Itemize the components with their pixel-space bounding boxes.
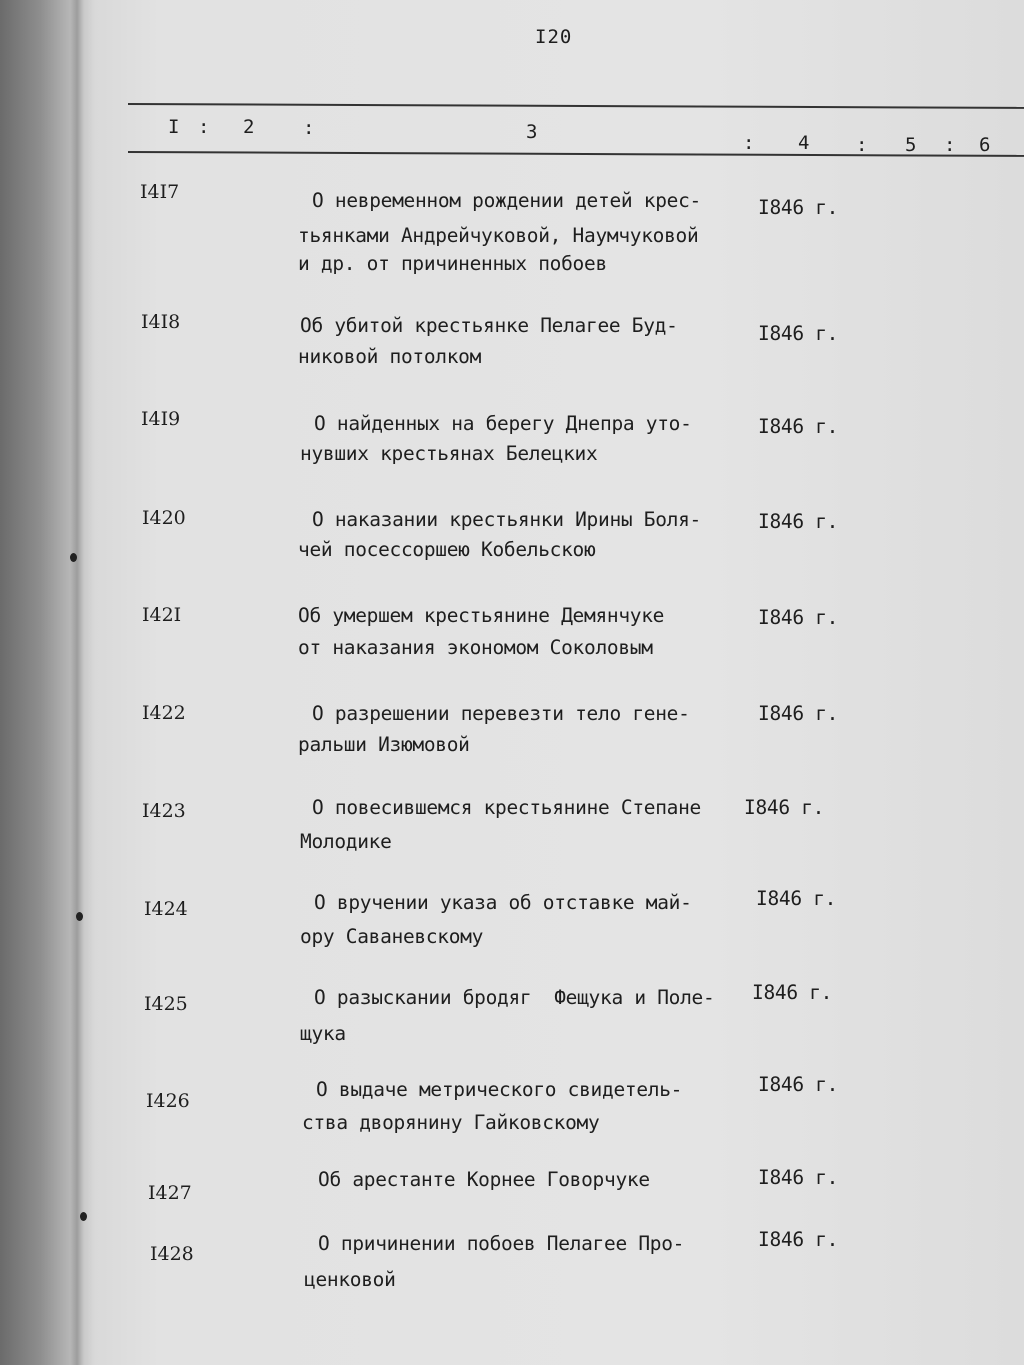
page-binding-shadow [70,0,84,1365]
column-header-2: 2 [243,116,255,138]
entry-number: I4I9 [141,408,181,430]
entry-year: I846 г. [752,981,833,1004]
page-number: I20 [535,26,573,48]
binding-hole [76,912,83,921]
entry-year: I846 г. [744,796,825,819]
entry-year: I846 г. [758,510,839,533]
entry-title-line: О наказании крестьянки Ирины Боля- [312,508,701,531]
entry-title-line: Об арестанте Корнее Говорчуке [318,1168,650,1191]
entry-title-line: О причинении побоев Пелагее Про- [318,1232,685,1255]
entry-number: I422 [142,702,186,724]
entry-title-line: ства дворянину Гайковскому [302,1111,600,1134]
entry-title-line: нувших крестьянах Белецких [300,442,598,465]
entry-title-line: Об умершем крестьянине Демянчуке [298,604,665,627]
entry-title-line: О повесившемся крестьянине Степане [312,796,701,819]
entry-number: I420 [142,507,186,529]
entry-year: I846 г. [758,1166,839,1189]
entry-year: I846 г. [758,1228,839,1251]
column-separator: : [198,116,210,138]
binding-hole [80,1212,87,1221]
entry-title-line: чей посессоршею Кобельскою [298,538,596,561]
column-header-3: 3 [526,121,538,143]
entry-year: I846 г. [758,1073,839,1096]
entry-title-line: О невременном рождении детей крес- [312,189,701,212]
entry-title-line: от наказания экономом Соколовым [298,636,653,659]
entry-title-line: Молодике [300,830,392,853]
entry-title-line: тьянками Андрейчуковой, Наумчуковой [298,224,699,247]
column-separator: : [303,117,315,139]
column-separator: : [856,134,868,156]
entry-title-line: Об убитой крестьянке Пелагее Буд- [300,314,678,337]
header-rule-bottom [128,151,1024,157]
entry-year: I846 г. [758,606,839,629]
entry-title-line: ору Саваневскому [300,925,484,948]
entry-number: I4I8 [141,311,181,333]
column-separator: : [743,132,755,154]
column-header-4: 4 [798,132,810,154]
entry-number: I426 [146,1090,190,1112]
column-header-6: 6 [979,134,991,156]
entry-title-line: ральши Изюмовой [298,733,470,756]
entry-number: I425 [144,993,188,1015]
entry-year: I846 г. [758,415,839,438]
entry-title-line: О выдаче метрического свидетель- [316,1078,683,1101]
entry-title-line: и др. от причиненных побоев [298,252,607,275]
column-header-1: I [168,116,180,138]
entry-title-line: щука [300,1022,346,1045]
entry-number: I424 [144,898,188,920]
entry-number: I42I [142,604,182,626]
entry-title-line: ценковой [304,1268,396,1291]
entry-number: I427 [148,1182,192,1204]
entry-title-line: никовой потолком [298,345,482,368]
column-header-5: 5 [905,134,917,156]
header-rule-top [128,103,1024,109]
entry-year: I846 г. [758,196,839,219]
binding-hole [70,553,77,562]
entry-title-line: О найденных на берегу Днепра уто- [314,412,692,435]
column-separator: : [944,134,956,156]
entry-title-line: О вручении указа об отставке май- [314,891,692,914]
entry-year: I846 г. [758,702,839,725]
entry-number: I423 [142,800,186,822]
entry-number: I428 [150,1243,194,1265]
entry-title-line: О разрешении перевезти тело гене- [312,702,690,725]
entry-year: I846 г. [758,322,839,345]
entry-year: I846 г. [756,887,837,910]
entry-title-line: О разыскании бродяг Фещука и Поле- [314,986,715,1009]
entry-number: I4I7 [140,181,180,203]
